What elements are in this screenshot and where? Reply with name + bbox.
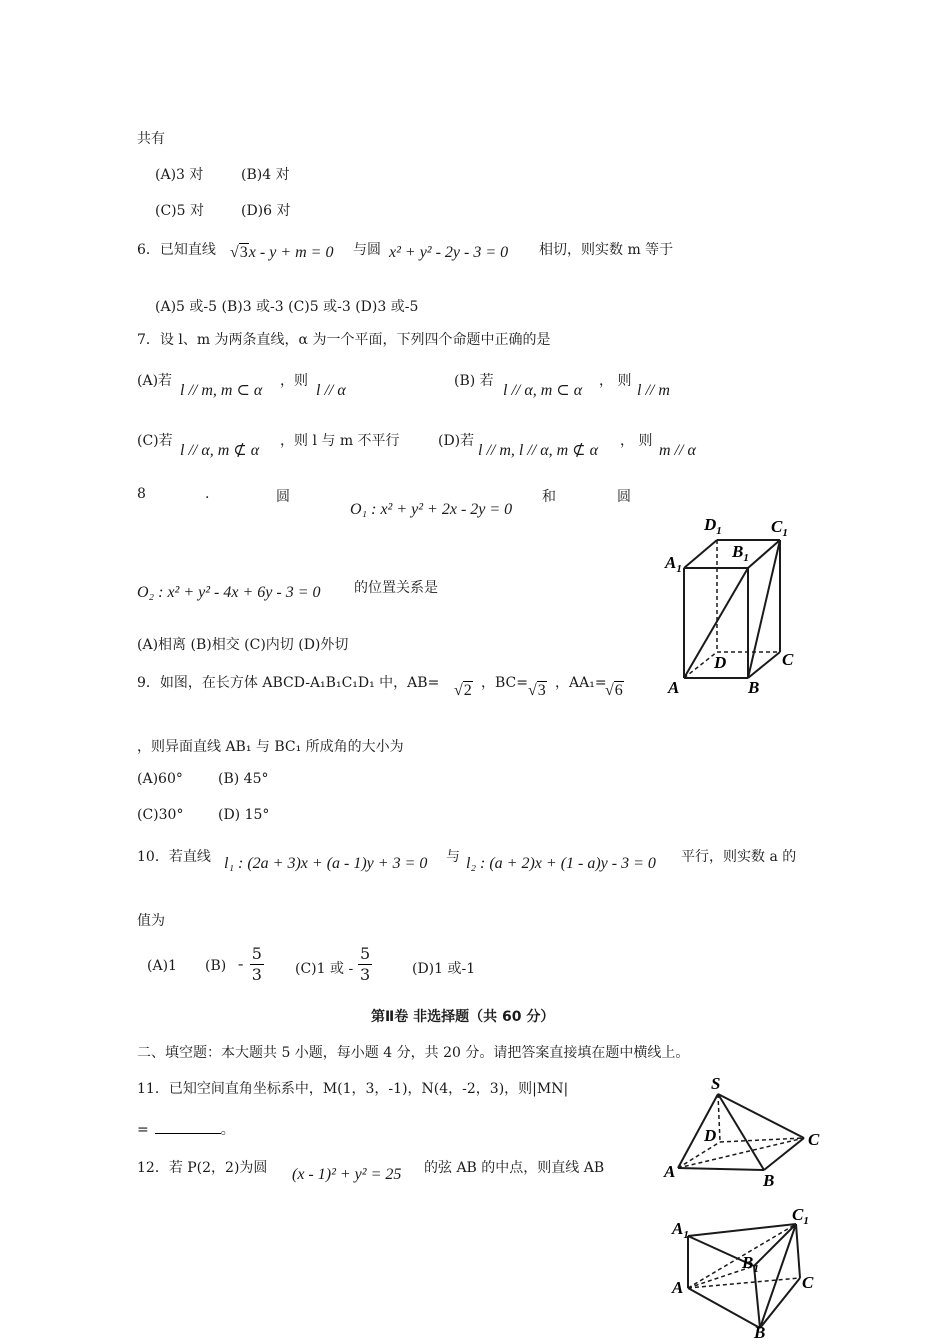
q11-answer-line (137, 1119, 235, 1139)
q7-a-label: (A)若 (137, 373, 173, 389)
q6-tail: 相切，则实数 m 等于 (539, 242, 674, 258)
cuboid-label-b: B (748, 678, 760, 697)
q9-bc-value: √3 (528, 682, 546, 699)
q9-aa-label: ，AA₁= (555, 675, 607, 691)
pyramid-label-c: C (808, 1130, 820, 1149)
cuboid-label-d: D (714, 653, 727, 672)
q7-a-then: ，则 (280, 373, 308, 389)
q10-option-c-label: (C)1 或 - (295, 961, 354, 977)
cuboid-figure (660, 510, 810, 700)
q8-o2-equation: O₂ : x² + y² - 4x + 6y - 3 = 0 (137, 584, 321, 601)
q8-dot: . (205, 486, 210, 502)
cuboid-label-a1: $A_1$ (665, 553, 682, 575)
q7-d-then: ， 则 (620, 433, 653, 449)
cuboid-label-d1: $D_1$ (704, 515, 722, 537)
q10-option-c-value (356, 944, 374, 985)
q10-l1-equation: l₁ : (2a + 3)x + (a - 1)y + 3 = 0 (224, 855, 428, 872)
q6-sqrt-value: 3 (239, 244, 248, 261)
q10-tail: 平行，则实数 a 的 (681, 849, 797, 865)
q8-o1-equation: O₁ : x² + y² + 2x - 2y = 0 (350, 501, 513, 518)
q12-tail: 的弦 AB 的中点，则直线 AB (424, 1160, 605, 1176)
q7-b-label: (B) 若 (454, 373, 494, 389)
q7-c-condition: l // α, m ⊄ α (180, 442, 260, 459)
pyramid-label-a: A (664, 1162, 676, 1181)
q8-yuan-2: 圆 (617, 489, 631, 505)
q10-number: 10．若直线 (137, 849, 211, 865)
q9-option-a: (A)60° (137, 771, 183, 787)
q6-circle-equation: x² + y² - 2y - 3 = 0 (389, 244, 509, 261)
pyramid-figure (660, 1072, 830, 1192)
q10-option-d: (D)1 或-1 (412, 961, 476, 977)
q11-equals: = (137, 1122, 149, 1138)
cuboid-label-c1: $C_1$ (771, 517, 788, 539)
q10-option-b-label: (B) (205, 958, 227, 974)
part2-title: 第Ⅱ卷 非选择题（共 60 分） (371, 1009, 555, 1025)
q7-a-result: l // α (316, 382, 346, 399)
answer-blank (155, 1119, 221, 1134)
q7-d-condition: l // m, l // α, m ⊄ α (478, 442, 598, 459)
prism-label-b1: $B_1$ (742, 1253, 759, 1275)
pyramid-label-s: S (711, 1074, 721, 1093)
q7-stem: 7．设 l、m 为两条直线，α 为一个平面，下列四个命题中正确的是 (137, 332, 551, 348)
q6-mid: 与圆 (353, 242, 381, 258)
q10-mid: 与 (446, 849, 460, 865)
q5-option-d: (D)6 对 (241, 203, 291, 219)
q7-d-result: m // α (659, 442, 696, 459)
prism-label-a1: $A_1$ (672, 1219, 689, 1241)
q6-line-rest: x - y + m = 0 (248, 244, 334, 261)
q10-option-b-value (238, 944, 266, 985)
q8-options: (A)相离 (B)相交 (C)内切 (D)外切 (137, 637, 349, 653)
q7-b-then: ， 则 (599, 373, 632, 389)
pyramid-label-d: D (704, 1126, 717, 1145)
q11-end: 。 (220, 1122, 235, 1138)
q9-aa-value: √6 (605, 682, 623, 699)
q10-fraction-c-denominator: 3 (360, 965, 371, 984)
q6-options: (A)5 或-5 (B)3 或-3 (C)5 或-3 (D)3 或-5 (155, 299, 419, 315)
q9-bc-label: ，BC= (481, 675, 528, 691)
q5-option-a: (A)3 对 (155, 167, 204, 183)
q5-option-c: (C)5 对 (155, 203, 204, 219)
q12-stem: 12．若 P(2，2)为圆 (137, 1160, 268, 1176)
q5-tail: 共有 (137, 131, 165, 147)
prism-figure (668, 1208, 828, 1340)
q10-option-a: (A)1 (147, 958, 177, 974)
minus-sign: - (238, 955, 244, 973)
q9-option-b: (B) 45° (218, 771, 269, 787)
q8-yuan-1: 圆 (276, 489, 290, 505)
prism-label-a: A (672, 1278, 684, 1297)
q5-option-b: (B)4 对 (241, 167, 290, 183)
q7-b-condition: l // α, m ⊂ α (503, 382, 583, 399)
q6-number: 6．已知直线 (137, 242, 216, 258)
q9-option-c: (C)30° (137, 807, 184, 823)
prism-label-c: C (802, 1273, 814, 1292)
q8-he: 和 (542, 489, 556, 505)
q10-l2-equation: l₂ : (a + 2)x + (1 - a)y - 3 = 0 (466, 855, 656, 872)
q7-c-then: ，则 l 与 m 不平行 (280, 433, 400, 449)
prism-label-c1: $C_1$ (792, 1208, 809, 1227)
q10-line2: 值为 (137, 913, 165, 929)
q6-line-equation: √3x - y + m = 0 (230, 244, 334, 261)
cuboid-label-a: A (668, 678, 680, 697)
q8-tail: 的位置关系是 (354, 580, 438, 596)
q9-ab-value: √2 (454, 682, 472, 699)
cuboid-label-c: C (782, 650, 794, 669)
q9-line2: ，则异面直线 AB₁ 与 BC₁ 所成角的大小为 (137, 739, 404, 755)
q10-fraction-b-denominator: 3 (251, 965, 262, 984)
q10-fraction-b-numerator: 5 (251, 944, 262, 963)
q9-ab-radicand: 2 (463, 682, 472, 699)
q9-option-d: (D) 15° (218, 807, 270, 823)
q7-a-condition: l // m, m ⊂ α (180, 382, 263, 399)
pyramid-label-b: B (763, 1171, 775, 1190)
part2-intro: 二、填空题：本大题共 5 小题，每小题 4 分，共 20 分。请把答案直接填在题中横线上。 (137, 1045, 690, 1061)
q7-d-label: (D)若 (438, 433, 475, 449)
q9-bc-radicand: 3 (537, 682, 546, 699)
prism-label-b: B (754, 1323, 766, 1340)
q10-fraction-c-numerator: 5 (360, 944, 371, 963)
cuboid-label-b1: $B_1$ (732, 542, 749, 564)
q9-stem: 9．如图，在长方体 ABCD-A₁B₁C₁D₁ 中，AB= (137, 675, 440, 691)
q10-fraction-b (250, 944, 264, 985)
q11-stem: 11．已知空间直角坐标系中，M(1，3，-1)，N(4，-2，3)，则|MN| (137, 1081, 569, 1097)
q9-aa-radicand: 6 (614, 682, 623, 699)
q12-circle-equation: (x - 1)² + y² = 25 (292, 1166, 402, 1183)
q10-fraction-c (358, 944, 372, 985)
q8-number: 8 (137, 486, 146, 502)
q7-b-result: l // m (637, 382, 670, 399)
q7-c-label: (C)若 (137, 433, 173, 449)
